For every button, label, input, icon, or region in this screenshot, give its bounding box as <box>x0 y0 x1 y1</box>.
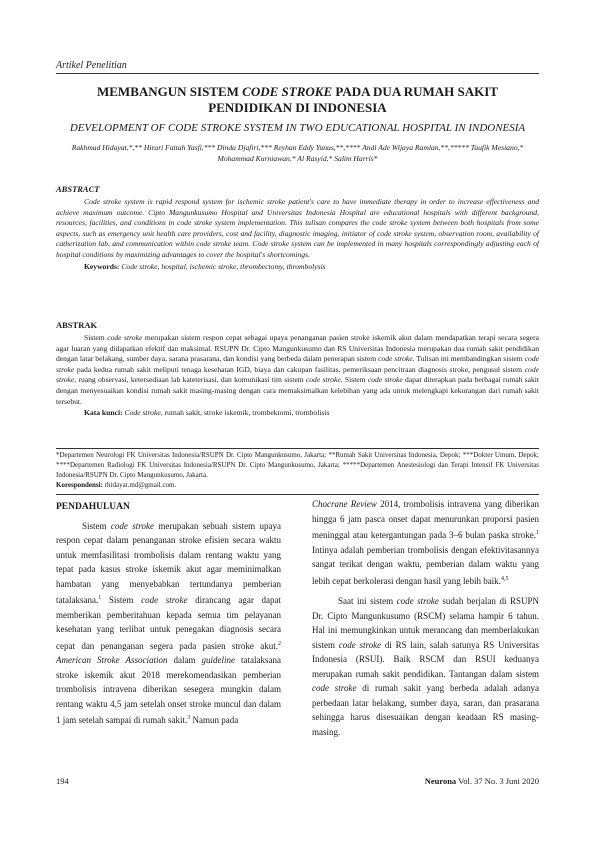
abstrak-heading: ABSTRAK <box>56 320 98 330</box>
title-id-part2: PADA DUA RUMAH SAKIT PENDIDIKAN DI INDONESIA <box>208 84 499 115</box>
italic-term: code stroke <box>56 364 539 385</box>
italic-term: code stroke <box>396 596 439 606</box>
affiliations <box>56 450 539 490</box>
text-run: , ruang observasi, ketersediaan lab kateterisasi, dan komunikasi tim sistem <box>74 375 306 385</box>
author-list: Rakhmad Hidayat,*,** Hirari Fattah Yasfi,*** Dinda Djafiri,*** Reyhan Eddy Yunus,**,**** Andi Ade Wijaya Ramlan,**,***** Taufik Mesiano,* Mohammad Kurniawan,* Al Rasyid,* Salim Harris* <box>71 142 524 163</box>
affiliation-rule-top <box>56 448 539 449</box>
affiliation-text: *Departemen Neurologi FK Universitas Indonesia/RSUPN Dr. Cipto Mangunkusumo, Jakarta; **Rumah Sakit Universitas Indonesia, Depok; ***Dokter Umum, Depok; ****Departemen Radiologi FK Universitas Indonesia/RSUPN Dr. Cipto Mangunkusumo, Jakarta; *****Departemen Anestesiologi dan Terapi Intensif FK Universitas Indonesia/RSUPN Dr. Cipto Mangunkusumo, Jakarta. <box>56 451 539 479</box>
correspondence <box>56 480 539 490</box>
italic-term: Code stroke <box>124 408 161 418</box>
text-run: . Sistem <box>340 375 368 385</box>
text-run: Saat ini sistem <box>338 596 397 606</box>
text-run: dalam <box>167 655 202 665</box>
text-run: dirancang agar dapat memberikan pemberitahuan kepada semua tim pelayanan kesehatan yang terlibat untuk penegakan diagnosis secara cepat dan penanganan segera pada pasien stroke akut. <box>56 595 281 651</box>
intro-paragraph-2 <box>312 594 539 739</box>
title-id-italic: CODE STROKE <box>242 84 333 99</box>
body-column-right <box>312 497 539 739</box>
kata-kunci <box>56 408 539 419</box>
text-run: pada kedua rumah sakit meliputi tenaga kesehatan IGD, biaya dan cakupan fasilitas, pemeriksaan pencitraan diagnosis stroke, pengusul sistem <box>74 364 525 374</box>
citation-marker: 1 <box>536 530 539 536</box>
text-run: . Tulisan ini membandingkan sistem <box>412 354 525 364</box>
citation-marker: 4,5 <box>500 575 509 582</box>
text-run: 2014, trombolisis intravena yang diberikan hingga 6 jam pasca onset dapat menurunkan proporsi pasien meninggal atau ketergantungan pada 3–6 bulan paska stroke. <box>312 499 539 540</box>
intro-paragraph-1-continued <box>312 497 539 588</box>
keywords-value: Code stroke, hospital, ischemic stroke, thrombectomy, thrombolysis <box>119 261 326 271</box>
text-run: merupakan sebuah sistem upaya respon cepat dalam penanganan stroke efisien secara waktu untuk memfasilitasi trombolisis dalam rentang waktu yang tepat pada kasus stroke iskemik akut agar meminimalkan hambatan yang menyebabkan tertundanya pemberian tatalaksana. <box>56 520 281 605</box>
italic-term: code stroke <box>378 354 413 364</box>
header-rule <box>56 73 539 74</box>
italic-term: code stroke <box>338 639 382 650</box>
citation-marker: 1 <box>98 595 102 601</box>
italic-term: code stroke <box>312 683 357 693</box>
intro-paragraph-1 <box>56 519 281 728</box>
abstract-text: Code stroke system is rapid respond system for ischemic stroke patient's care to have immediate therapy in order to increase effectiveness and achieve maximum outcome. Cipto Mangunkusumo Hospital and Universitas Indonesia Hospital are educational hospitals with different background, resources, facilities, and conditions in code stroke system implementation. This tulisan compares the code stroke system between both hospitals from some aspects, such as emergency unit health care providers, cost and facility, diagnostic imaging, initiator of code stroke system, observation room, availability of catherization lab, and communication within code stroke team. Code stroke system can be implemented in many hospitals correspondingly adjusting each of hospital conditions by maximizing advantages to cover the hospital's shortcomings. <box>56 197 539 259</box>
text-run: di RS lain, salah satunya RS Universitas Indonesia (RSUI). Baik RSCM dan RSUI keduanya merupakan rumah sakit pendidikan. Tantangan dalam sistem <box>312 639 539 679</box>
italic-term: Chocrane Review <box>312 499 377 509</box>
italic-term: code stroke <box>56 354 539 374</box>
correspondence-email: rhidayat.md@gmail.com. <box>102 481 177 489</box>
abstrak-text <box>56 333 539 407</box>
journal-name: Neurona <box>424 776 457 786</box>
affiliation-rule-bottom <box>56 494 539 495</box>
kata-kunci-label: Kata kunci: <box>84 408 123 418</box>
text-run: Namun pada <box>190 715 239 725</box>
citation-marker: 2 <box>278 640 281 647</box>
italic-term: American Stroke Association <box>56 655 168 665</box>
abstract-heading: ABSTRACT <box>56 184 100 194</box>
keywords <box>56 262 539 273</box>
title-block <box>56 84 539 164</box>
text-run: merupakan sistem respon cepat sebagai upaya penanganan pasien stroke iskemik akut dalam mendapatkan terapi secara segera agar luaran yang didapatkan efektif dan maksimal. RSUPN Dr. Cipto Mangunkusumo dan RS Universitas Indonesia merupakan dua rumah sakit pendidikan dengan latar belakang, sumber daya, sarana prasarana, dan kondisi yang berbeda dalam penerapan sistem <box>56 333 540 364</box>
italic-term: code stroke <box>110 520 154 531</box>
text-run: Intinya adalah pemberian trombolisis dengan efektivitasannya sangat terikat dengan waktu, pemberian dalam waktu yang lebih cepat berkolerasi dengan hasil yang lebih baik. <box>312 544 539 586</box>
italic-term: code stroke <box>107 333 143 342</box>
text-run: Sistem <box>84 333 108 342</box>
text-run: Sistem <box>101 595 142 605</box>
title-id-part1: MEMBANGUN SISTEM <box>96 84 243 99</box>
text-run: Sistem <box>82 520 111 531</box>
section-tag: Artikel Penelitian <box>56 60 127 71</box>
abstract-english <box>56 184 539 272</box>
title-indonesian <box>56 84 539 116</box>
journal-footer <box>425 776 539 786</box>
correspondence-label: Korespondensi: <box>56 481 103 489</box>
italic-term: guideline <box>201 655 236 665</box>
body-column-left <box>56 500 281 728</box>
section-heading-intro: PENDAHULUAN <box>56 502 130 512</box>
italic-term: code stroke <box>305 375 341 385</box>
keywords-label: Keywords: <box>84 261 120 271</box>
abstract-indonesian <box>56 320 539 419</box>
title-english: DEVELOPMENT OF CODE STROKE SYSTEM IN TWO EDUCATIONAL HOSPITAL IN INDONESIA <box>69 122 526 134</box>
text-run: tatalaksana stroke iskemik akut 2018 merekomendasikan pemberian trombolisis intravena diberikan sesegera mungkin dalam rentang waktu 4,5 jam setelah onset stroke muncul dan dalam 1 jam setelah sampai di rumah sakit. <box>56 655 281 725</box>
text-run: , rumah sakit, stroke iskemik, trombektomi, trombolisis <box>160 408 330 418</box>
italic-term: code stroke <box>367 375 403 385</box>
italic-term: code stroke <box>141 595 188 605</box>
citation-marker: 3 <box>187 715 191 721</box>
text-run: dapat diterapkan pada berbagai rumah sakit dengan menyesuaikan kondisi rumah sakit masing-masing dengan cara memaksimalkan kelebihan yang ada untuk melengkapi kekurangan dari rumah sakit tersebut. <box>56 375 540 406</box>
text-run: di rumah sakit yang berbeda adalah adanya perbedaan latar belakang, sumber daya, saran, dan prasarana sehingga harus disesuaikan dengan keadaan RS masing-masing. <box>312 683 539 737</box>
page-number: 194 <box>56 776 69 786</box>
kata-kunci-value <box>123 408 330 417</box>
journal-issue: Vol. 37 No. 3 Juni 2020 <box>456 776 539 786</box>
text-run: sudah berjalan di RSUPN Dr. Cipto Mangunkusumo (RSCM) selama hampir 6 tahun. Hal ini memungkinkan untuk merancang dan memberlakukan sistem <box>312 596 540 650</box>
